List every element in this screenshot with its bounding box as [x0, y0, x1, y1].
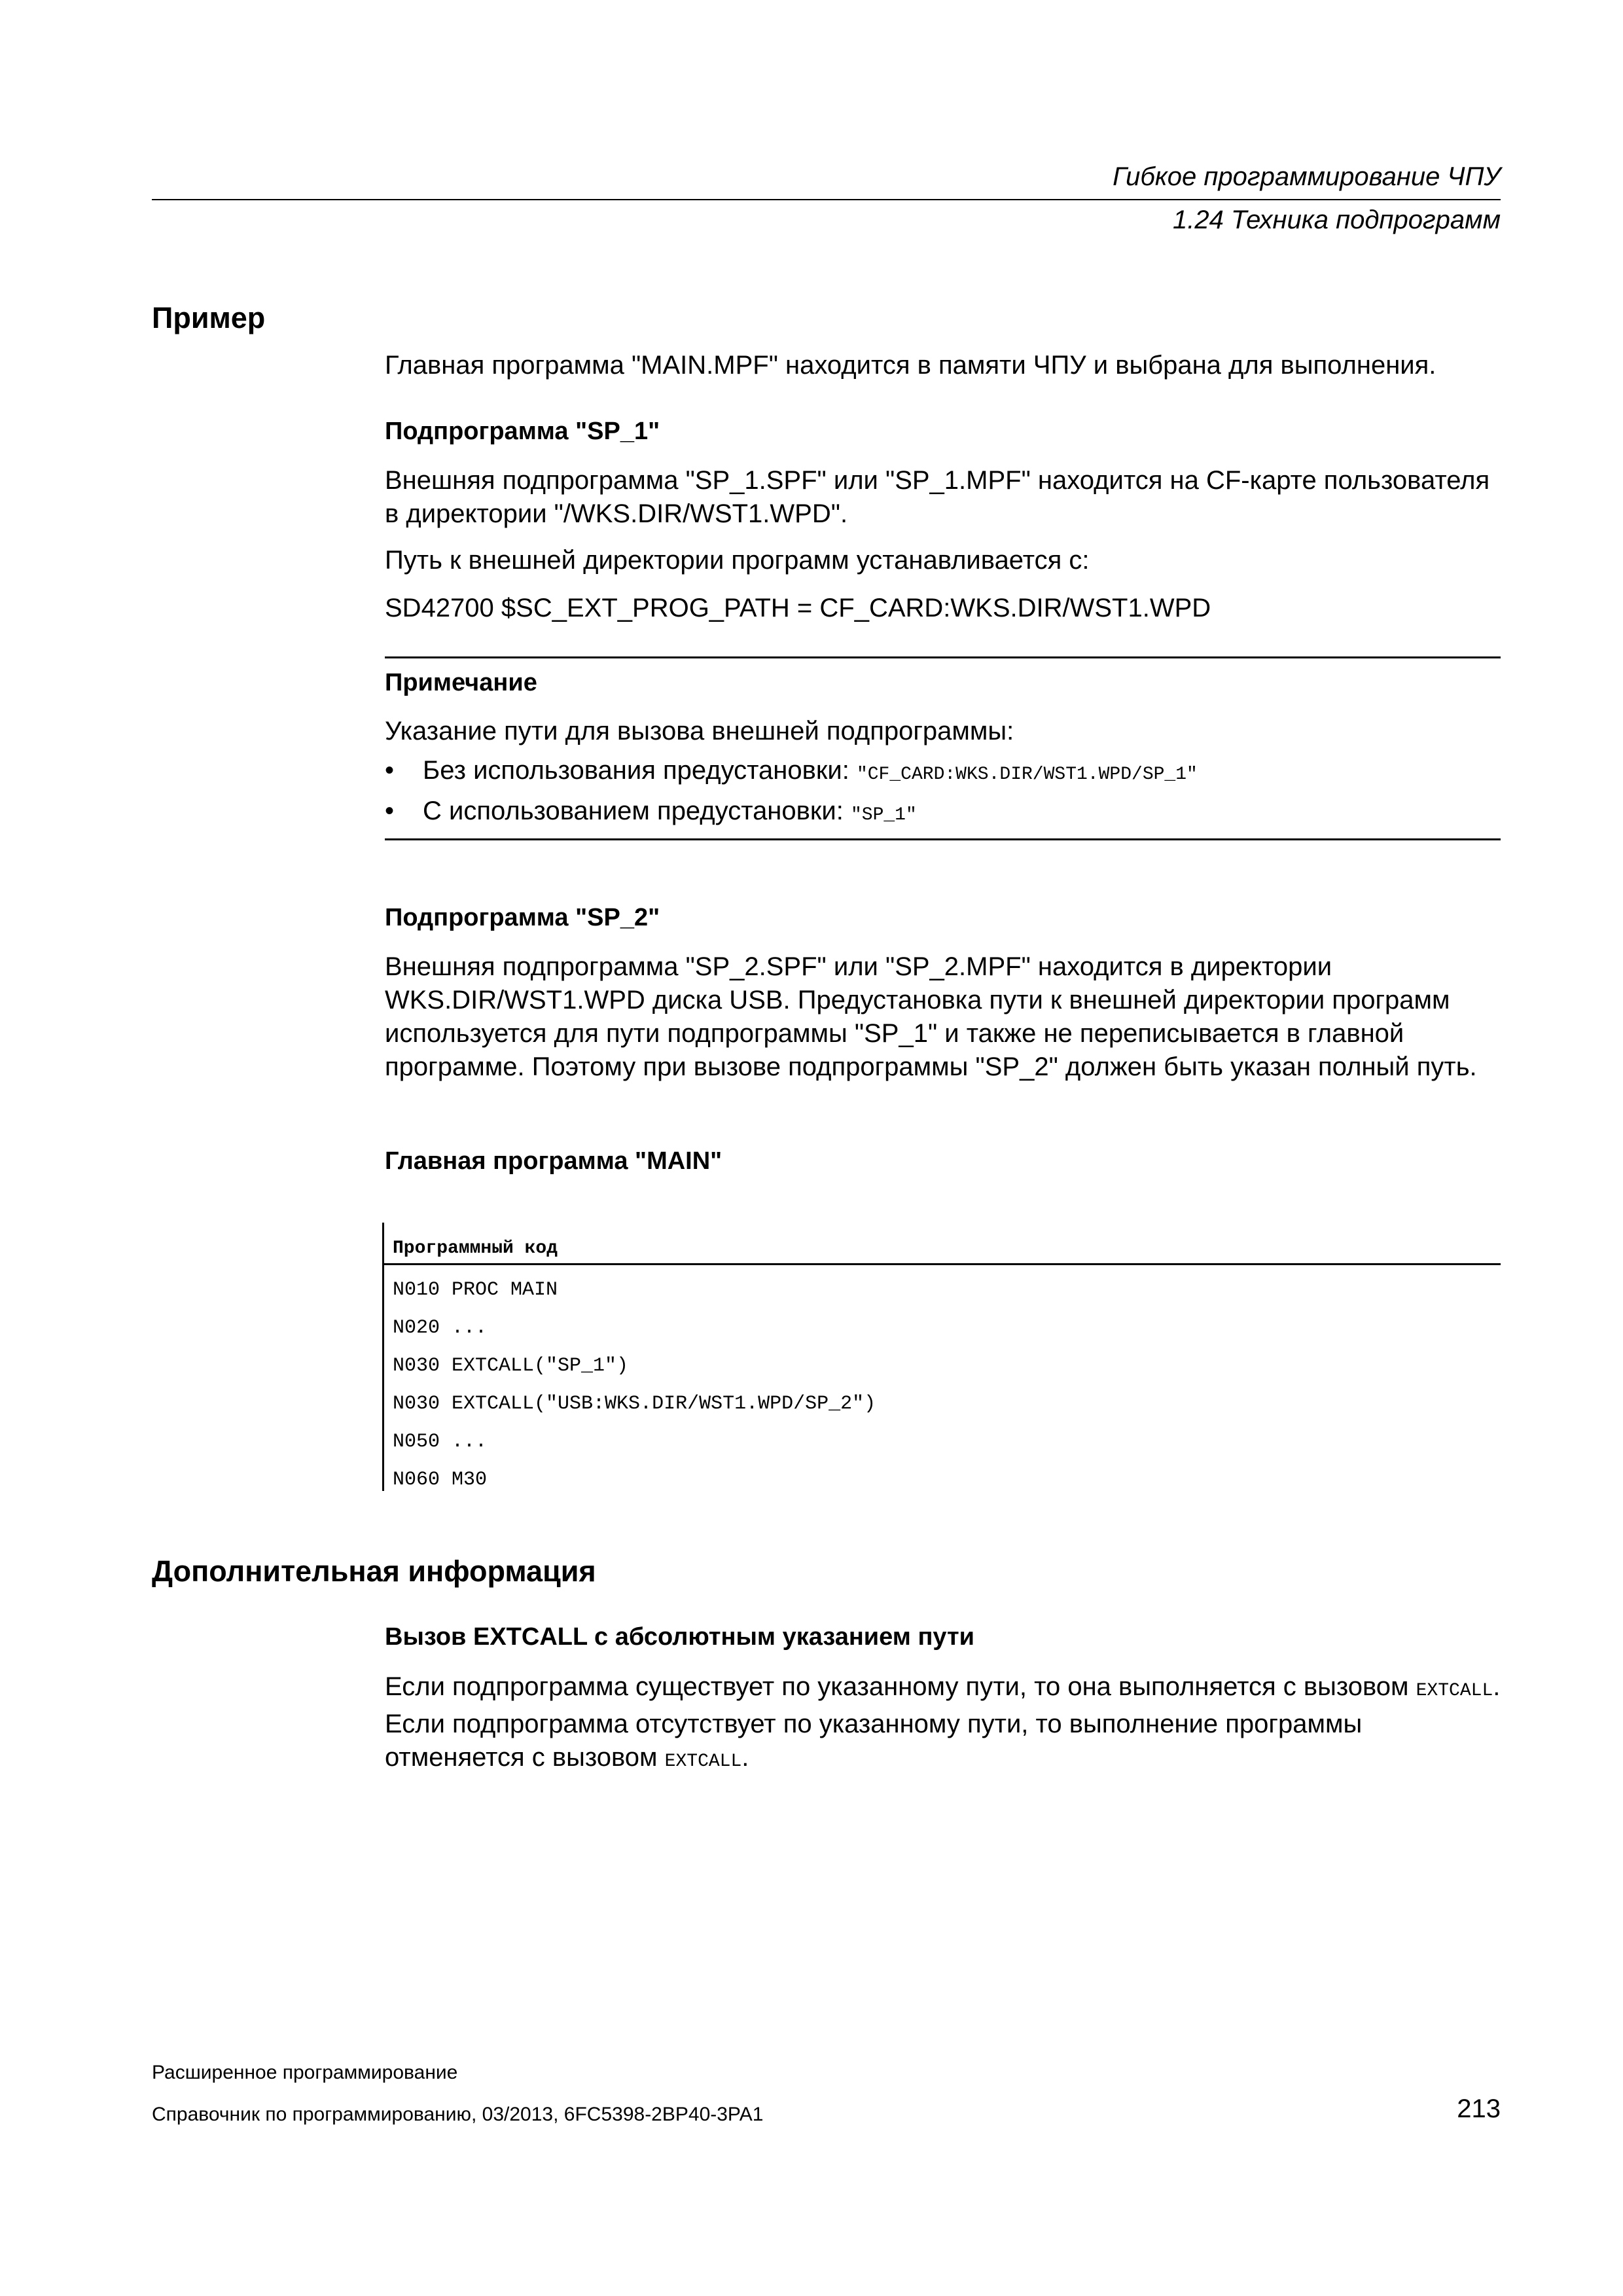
footer-reference: Справочник по программированию, 03/2013, 6FC5398-2BP40-3PA1 — [152, 2104, 764, 2125]
sp1-path-intro: Путь к внешней директории программ устанавливается с: — [385, 546, 1090, 575]
running-header-section: 1.24 Техника подпрограмм — [1173, 206, 1501, 234]
sp1-setting-data: SD42700 $SC_EXT_PROG_PATH = CF_CARD:WKS.DIR/WST1.WPD — [385, 594, 1211, 622]
code-table-header: Программный код — [393, 1238, 558, 1259]
additional-info-heading: Дополнительная информация — [152, 1554, 596, 1588]
sp2-heading: Подпрограмма "SP_2" — [385, 904, 660, 931]
example-heading: Пример — [152, 301, 266, 334]
extcall-paragraph: Если подпрограмма существует по указанному пути, то она выполняется с вызовом EXTCALL. Если подпрограмма отсутствует по указанному пути, то выполнение программы отменяется с вызовом EXTCALL. — [385, 1672, 1501, 1772]
bullet-icon: • — [385, 756, 395, 785]
note-intro: Указание пути для вызова внешней подпрограммы: — [385, 717, 1014, 745]
code-line: N010 PROC MAIN — [393, 1279, 558, 1301]
note-top-rule — [385, 656, 1501, 658]
sp2-paragraph: Внешняя подпрограмма "SP_2.SPF" или "SP_2.MPF" находится в директории WKS.DIR/WST1.WPD диска USB. Предустановка пути к внешней директории программ используется для пути подпрограммы "SP_1" и также не переписывается в главной программе. Поэтому при вызове подпрограммы "SP_2" должен быть указан полный путь. — [385, 952, 1477, 1081]
bullet-icon: • — [385, 797, 395, 825]
note-heading: Примечание — [385, 669, 537, 696]
extcall-heading: Вызов EXTCALL с абсолютным указанием пути — [385, 1623, 974, 1651]
code-line: N030 EXTCALL("SP_1") — [393, 1355, 629, 1377]
sp1-heading: Подпрограмма "SP_1" — [385, 418, 660, 445]
code-line: N030 EXTCALL("USB:WKS.DIR/WST1.WPD/SP_2") — [393, 1393, 876, 1415]
code-line: N020 ... — [393, 1317, 488, 1339]
code-line: N060 M30 — [393, 1469, 488, 1491]
page-number: 213 — [1457, 2094, 1501, 2123]
main-program-heading: Главная программа "MAIN" — [385, 1147, 722, 1175]
note-bullet-item: • Без использования предустановки: "CF_CARD:WKS.DIR/WST1.WPD/SP_1" — [385, 756, 1198, 785]
note-bullet-item: • С использованием предустановки: "SP_1" — [385, 797, 917, 825]
example-intro: Главная программа "MAIN.MPF" находится в памяти ЧПУ и выбрана для выполнения. — [385, 351, 1436, 380]
header-rule — [152, 199, 1501, 200]
running-header-chapter: Гибкое программирование ЧПУ — [1113, 162, 1501, 191]
footer-title: Расширенное программирование — [152, 2062, 458, 2083]
note-bottom-rule — [385, 838, 1501, 840]
code-line: N050 ... — [393, 1431, 488, 1453]
sp1-paragraph: Внешняя подпрограмма "SP_1.SPF" или "SP_1.MPF" находится на CF-карте пользователя в директории "/WKS.DIR/WST1.WPD". — [385, 466, 1490, 528]
code-header-rule — [382, 1263, 1501, 1265]
